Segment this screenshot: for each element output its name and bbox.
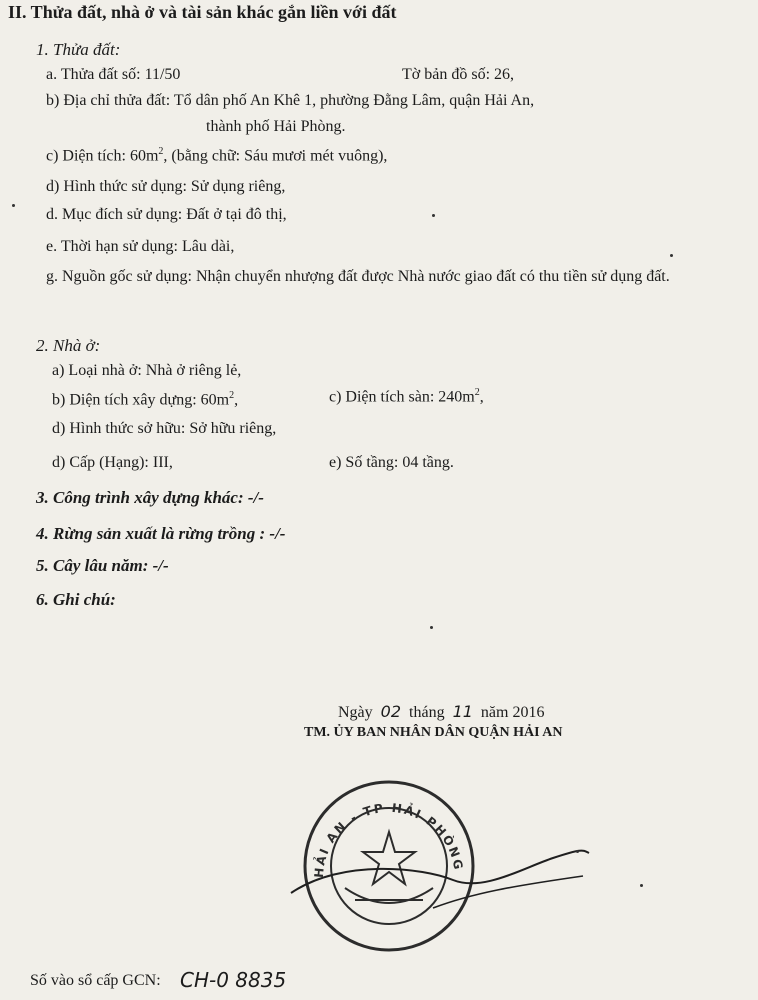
parcel-area: [46, 146, 387, 165]
map-sheet: Tờ bản đồ số: 26,: [402, 66, 515, 83]
parcel-address-line2: thành phố Hải Phòng.: [206, 118, 346, 135]
usage-term: e. Thời hạn sử dụng: Lâu dài,: [46, 238, 235, 255]
issue-date: [338, 702, 544, 722]
usage-form: d) Hình thức sử dụng: Sử dụng riêng,: [46, 178, 286, 195]
house-grade: d) Cấp (Hạng): III,: [52, 454, 173, 471]
date-month-label: tháng: [409, 704, 445, 721]
notes-heading: 6. Ghi chú:: [36, 590, 116, 609]
built-area: [52, 390, 238, 409]
ownership-form: d) Hình thức sở hữu: Sở hữu riêng,: [52, 420, 277, 437]
parcel-area-suffix: , (bằng chữ: Sáu mươi mét vuông),: [163, 147, 388, 165]
house-type: a) Loại nhà ở: Nhà ở riêng lẻ,: [52, 362, 242, 379]
date-year: năm 2016: [480, 704, 545, 721]
scan-speck: [670, 254, 673, 257]
floor-count: e) Số tầng: 04 tầng.: [329, 454, 454, 471]
scan-speck: [640, 884, 643, 887]
official-stamp-and-signature: [283, 758, 593, 988]
scan-speck: [12, 204, 15, 207]
stamp-ring-text: HẢI AN - TP HẢI PHÒNG: [311, 800, 466, 879]
forest-planted: 4. Rừng sản xuất là rừng trồng : -/-: [36, 524, 286, 543]
registry-label: Số vào sổ cấp GCN:: [30, 972, 161, 989]
floor-area-suffix: ,: [479, 388, 484, 406]
date-prefix: Ngày: [338, 704, 373, 721]
parcel-number: a. Thửa đất số: 11/50: [46, 66, 181, 83]
scan-speck: [432, 214, 435, 217]
other-works: 3. Công trình xây dựng khác: -/-: [36, 488, 264, 507]
date-day: 02: [380, 702, 402, 721]
built-area-suffix: ,: [234, 391, 239, 409]
parcel-address-line1: b) Địa chỉ thửa đất: Tổ dân phố An Khê 1, phường Đằng Lâm, quận Hải An,: [46, 92, 535, 109]
built-area-prefix: b) Diện tích xây dựng: 60m: [52, 391, 230, 409]
scan-speck: [430, 626, 433, 629]
floor-area: [329, 387, 484, 406]
date-month: 11: [452, 702, 473, 721]
issuing-authority: TM. ỦY BAN NHÂN DÂN QUẬN HẢI AN: [304, 725, 563, 740]
built-area-sup: 2: [229, 390, 235, 401]
usage-purpose: d. Mục đích sử dụng: Đất ở tại đô thị,: [46, 206, 287, 223]
parcel-area-prefix: c) Diện tích: 60m: [46, 147, 159, 165]
parcel-area-sup: 2: [158, 146, 164, 157]
official-seal: [305, 782, 473, 950]
svg-text:HẢI AN - TP HẢI PHÒNG: [311, 801, 465, 878]
land-heading: 1. Thửa đất:: [36, 40, 121, 59]
usage-origin: g. Nguồn gốc sử dụng: Nhận chuyển nhượng đất được Nhà nước giao đất có thu tiền sử dụng đất.: [46, 268, 670, 285]
section-title: II. Thửa đất, nhà ở và tài sản khác gắn liền với đất: [8, 2, 397, 22]
floor-area-prefix: c) Diện tích sàn: 240m: [329, 388, 475, 406]
house-heading: 2. Nhà ở:: [36, 336, 101, 355]
floor-area-sup: 2: [474, 387, 480, 398]
perennial-trees: 5. Cây lâu năm: -/-: [36, 556, 169, 575]
registry-number: CH-0 8835: [180, 968, 287, 992]
scan-speck: [576, 850, 579, 853]
